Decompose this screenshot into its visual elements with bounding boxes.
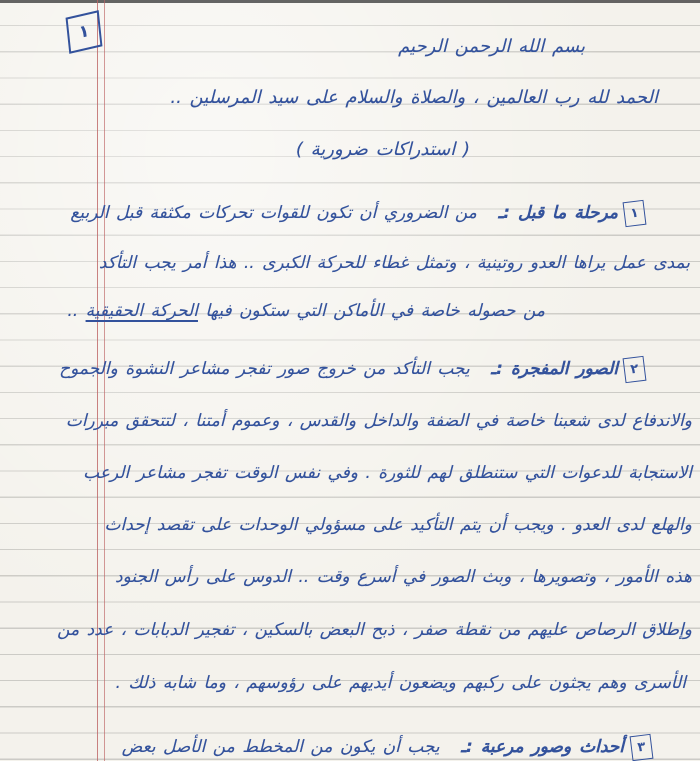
paragraph-1-line-3-end: .. [67, 301, 79, 321]
paragraph-1-line-3-text: من حصوله خاصة في الأماكن التي ستكون فيها [205, 301, 545, 321]
paragraph-1-marker-box [623, 200, 647, 227]
paragraph-1-line-3 [67, 301, 545, 321]
page-number: ١ [77, 20, 91, 44]
paragraph-2-line-2: والاندفاع لدى شعبنا خاصة في الضفة والداخل والقدس ، وعموم أمتنا ، لتتحقق مبررات [65, 411, 692, 431]
paragraph-2-line-1 [59, 359, 618, 379]
paragraph-3-line-1 [122, 737, 624, 757]
underlined-phrase: الحركة الحقيقية [85, 301, 198, 321]
paragraph-3-heading: أحداث وصور مرعبة :ـ [461, 737, 624, 757]
paragraph-3-marker-box [630, 734, 654, 761]
paragraph-2-heading: الصور المفجرة :ـ [491, 359, 618, 379]
tahmid-line: الحمد لله رب العالمين ، والصلاة والسلام على سيد المرسلين .. [170, 87, 658, 108]
paragraph-2-line-7: الأسرى وهم يجثون على ركبهم ويضعون أيديهم على رؤوسهم ، وما شابه ذلك . [115, 673, 686, 693]
section-title: ( استدراكات ضرورية ) [295, 139, 470, 160]
paragraph-1-heading: مرحلة ما قبل :ـ [498, 203, 618, 223]
paragraph-1-line-1 [70, 203, 618, 223]
paragraph-3-line-1-text: يجب أن يكون من المخطط من الأصل بعض [121, 737, 440, 757]
paragraph-2-line-3: الاستجابة للدعوات التي ستنطلق لهم للثورة . وفي نفس الوقت تفجر مشاعر الرعب [83, 463, 692, 483]
paragraph-3-number: ٣ [636, 739, 647, 756]
paragraph-1-line-2: بمدى عمل يراها العدو روتينية ، وتمثل غطاء للحركة الكبرى .. هذا أمر يجب التأكد [98, 253, 690, 273]
paragraph-1-line-1-text: من الضروري أن تكون للقوات تحركات مكثفة قبل الربيع [70, 203, 477, 223]
basmala-line: بسم الله الرحمن الرحيم [398, 36, 585, 57]
paragraph-2-line-5: هذه الأمور ، وتصويرها ، وبث الصور في أسرع وقت .. الدوس على رأس الجنود [115, 567, 692, 587]
paragraph-1-number: ١ [629, 205, 640, 222]
page-number-box [66, 10, 103, 54]
paragraph-2-number: ٢ [629, 361, 640, 378]
paragraph-2-marker-box [623, 356, 647, 383]
paragraph-2-line-4: والهلع لدى العدو . ويجب أن يتم التأكيد على مسؤولي الوحدات على تقصد إحداث [104, 515, 692, 535]
paragraph-2-line-1-text: يجب التأكد من خروج صور تفجر مشاعر النشوة والجموح [59, 359, 470, 379]
paragraph-2-line-6: وإطلاق الرصاص عليهم من نقطة صفر ، ذبح البعض بالسكين ، تفجير الدبابات ، عدد من [57, 620, 692, 640]
